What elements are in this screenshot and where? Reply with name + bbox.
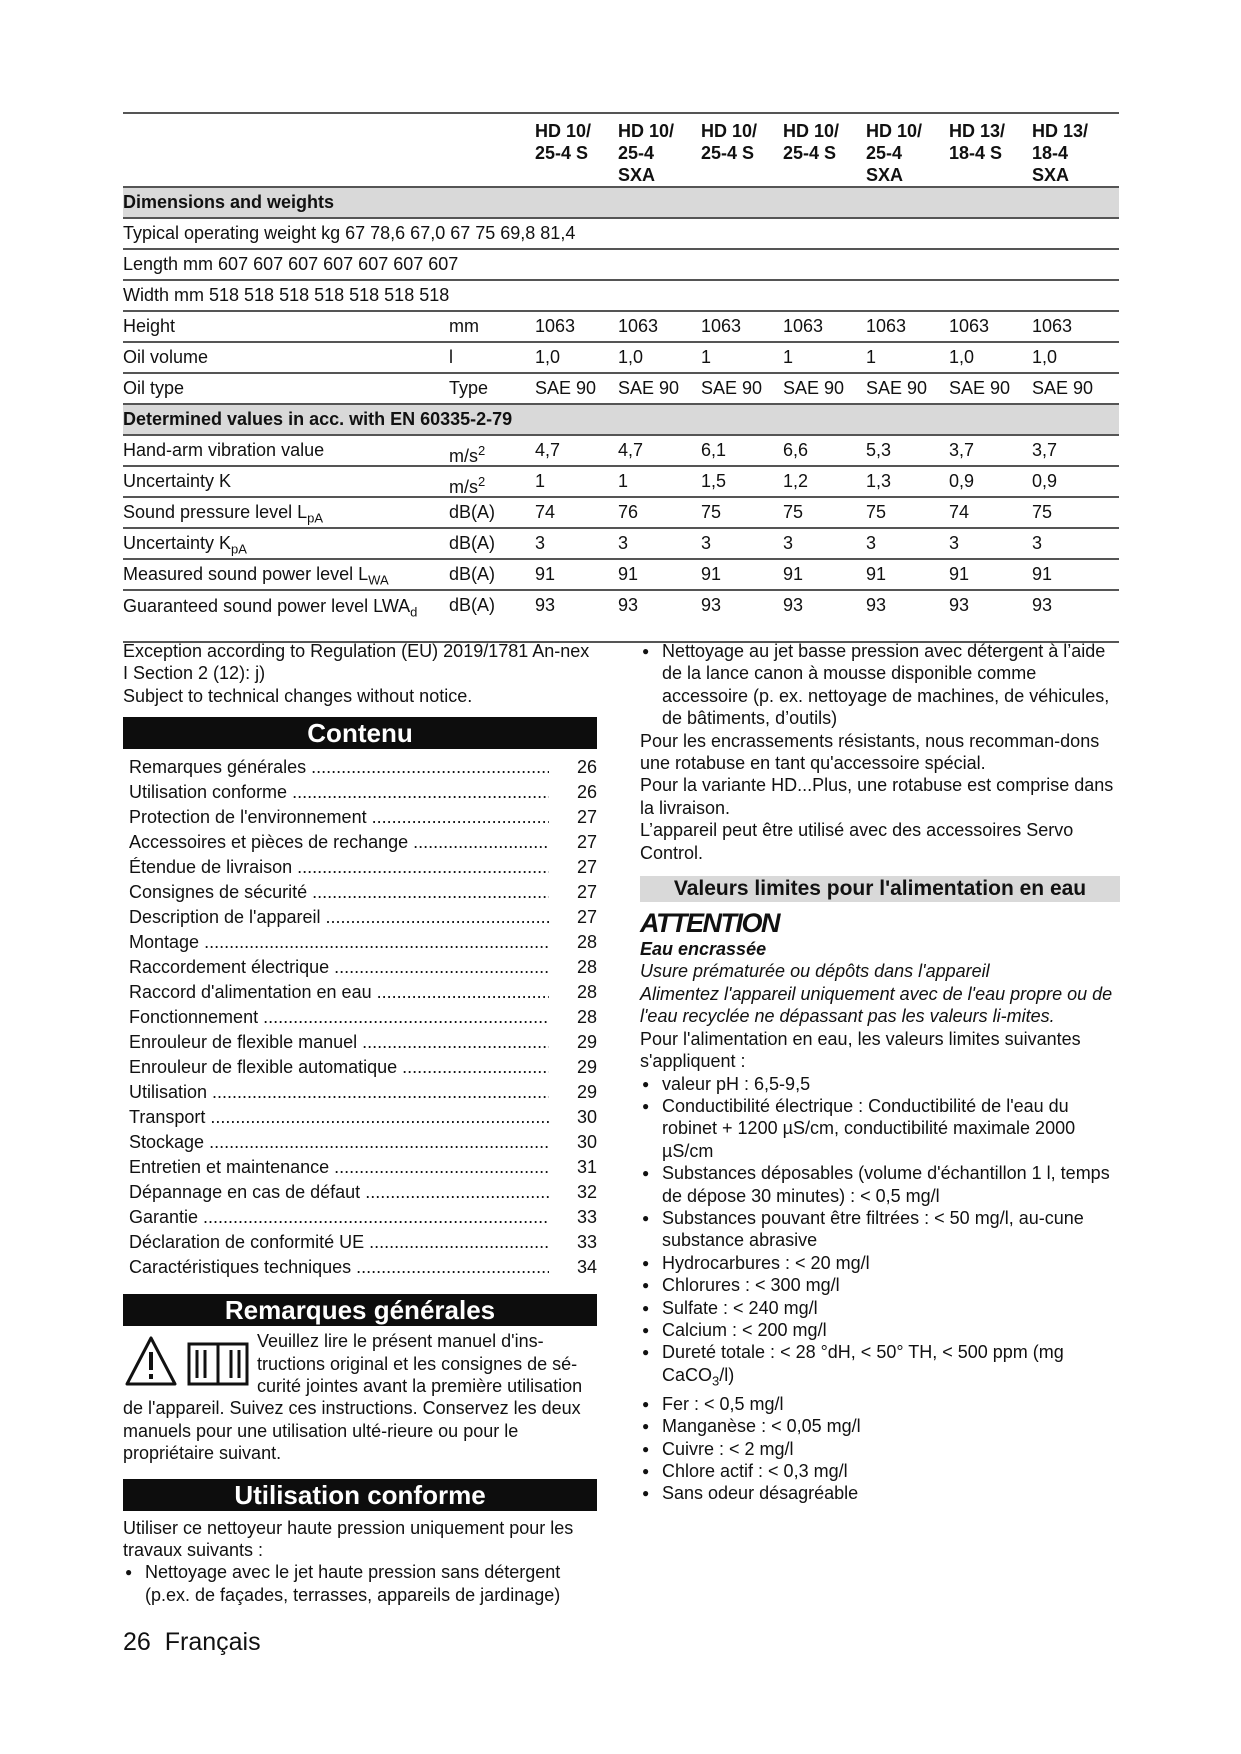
row-value: 1063 <box>1032 316 1073 336</box>
toc-page: 33 <box>576 1232 597 1253</box>
row-value: 1 <box>701 347 712 367</box>
row-value: SAE 90 <box>618 378 680 398</box>
toc-page: 26 <box>576 782 597 803</box>
row-value: 91 <box>783 564 804 584</box>
toc-page: 30 <box>576 1132 597 1153</box>
row-value: 0,9 <box>949 471 975 491</box>
row-value: 91 <box>535 564 556 584</box>
row-value: 1,0 <box>949 347 975 367</box>
list-item: ● valeur pH : 6,5-9,5 <box>640 1073 1120 1095</box>
page-number: 26 <box>123 1628 151 1656</box>
list-item: ● Hydrocarbures : < 20 mg/l <box>640 1252 1120 1274</box>
row-value: 3 <box>618 533 629 553</box>
toc-entry[interactable] <box>129 1230 597 1255</box>
servo-note: L’appareil peut être utilisé avec des accessoires Servo Control. <box>640 820 1074 863</box>
toc-entry[interactable] <box>129 1255 597 1280</box>
toc-entry[interactable] <box>129 980 597 1005</box>
list-item: ● Chlorures : < 300 mg/l <box>640 1274 1120 1296</box>
row-value: SAE 90 <box>866 378 928 398</box>
toc-entry[interactable] <box>129 780 597 805</box>
toc-page: 26 <box>576 757 597 778</box>
table-row <box>123 312 1119 343</box>
list-item: ● Sans odeur désagréable <box>640 1482 1120 1504</box>
row-value: 1063 <box>618 316 659 336</box>
row-value: 1,5 <box>701 471 727 491</box>
row-value: SAE 90 <box>535 378 597 398</box>
row-value: 93 <box>535 595 556 615</box>
row-unit: dB(A) <box>449 595 496 615</box>
row-value: 1 <box>866 347 877 367</box>
toc-entry[interactable] <box>129 1180 597 1205</box>
row-value: 3 <box>535 533 546 553</box>
list-item: ● Substances déposables (volume d'échantillon 1 l, temps de dépose 30 minutes) : < 0,5 mg/l <box>640 1162 1120 1207</box>
model-header: HD 10/ 25-4 S <box>783 121 840 163</box>
row-value: 93 <box>701 595 722 615</box>
toc-label: Utilisation conforme ..... <box>129 780 549 805</box>
toc-label: Caractéristiques techniques ..... <box>129 1255 549 1280</box>
row-label: Guaranteed sound power level $LWA_d$ <box>123 596 418 620</box>
row-unit: l <box>449 347 453 367</box>
variante-note: Pour la variante HD...Plus, une rotabuse est comprise dans la livraison. <box>640 775 1114 818</box>
row-value: 1 <box>783 347 794 367</box>
table-row <box>123 343 1119 374</box>
row-text: Width mm 518 518 518 518 518 518 518 <box>123 285 450 305</box>
list-item: ● Substances pouvant être filtrées : < 50 mg/l, au-cune substance abrasive <box>640 1207 1120 1252</box>
row-label: Uncertainty K <box>123 471 232 491</box>
toc-entry[interactable] <box>129 1030 597 1055</box>
toc-label: Utilisation ..... <box>129 1080 549 1105</box>
row-label: Oil volume <box>123 347 209 367</box>
table-row <box>123 529 1119 560</box>
section-row-dimensions <box>123 188 1119 219</box>
toc-label: Raccord d'alimentation en eau ..... <box>129 980 549 1005</box>
toc-entry[interactable] <box>129 930 597 955</box>
page-footer <box>123 1628 261 1657</box>
row-text: Length mm 607 607 607 607 607 607 607 <box>123 254 459 274</box>
row-value: 3 <box>783 533 794 553</box>
alimentez-text: Alimentez l'appareil uniquement avec de l'eau propre ou de l'eau recyclée ne dépassant pas les valeurs li-mites. <box>640 983 1113 1027</box>
row-value: 91 <box>866 564 887 584</box>
table-row <box>123 219 1119 250</box>
toc-page: 27 <box>576 807 597 828</box>
model-header: HD 13/ 18-4 S <box>949 121 1006 163</box>
row-value: 1063 <box>866 316 907 336</box>
remarques-text: Veuillez lire le présent manuel d'ins-tructions original et les consignes de sé-curité jointes avant la première utilisation de l'appareil. Suivez ces instructions. Conservez les deux manuels pour une utilisation ulté-rieure ou pour le propriétaire suivant. <box>123 1332 583 1464</box>
row-value: 75 <box>701 502 722 522</box>
eau-encrassee: Eau encrassée <box>640 939 767 960</box>
toc-page: 27 <box>576 857 597 878</box>
remarques-heading: Remarques générales <box>123 1294 597 1326</box>
list-item: ● Fer : < 0,5 mg/l <box>640 1393 1120 1415</box>
row-label: Oil type <box>123 378 185 398</box>
table-header-row <box>123 114 1119 188</box>
row-value: 1063 <box>701 316 742 336</box>
valeurs-intro: Pour l'alimentation en eau, les valeurs limites suivantes s'appliquent : <box>640 1028 1081 1072</box>
row-value: 1,0 <box>535 347 561 367</box>
toc-entry[interactable] <box>129 1130 597 1155</box>
row-value: SAE 90 <box>1032 378 1094 398</box>
warning-triangle-book-icon <box>123 1332 253 1390</box>
utilisation-intro: Utiliser ce nettoyeur haute pression uniquement pour les travaux suivants : <box>123 1517 574 1561</box>
row-value: 1 <box>535 471 546 491</box>
attention-label: ATTENTION <box>640 908 779 939</box>
toc-label: Montage ..... <box>129 930 549 955</box>
toc-entry[interactable] <box>129 805 597 830</box>
list-item: ● Manganèse : < 0,05 mg/l <box>640 1415 1120 1437</box>
row-unit: $m/s^2$ <box>449 443 486 466</box>
row-value: 93 <box>1032 595 1053 615</box>
section-row-determined <box>123 405 1119 436</box>
row-unit: Type <box>449 378 489 398</box>
model-header: HD 10/ 25-4 SXA <box>866 121 923 185</box>
limits-list <box>640 1073 1120 1342</box>
row-label: Height <box>123 316 176 336</box>
list-item: ● Chlore actif : < 0,3 mg/l <box>640 1460 1120 1482</box>
toc-label: Raccordement électrique ..... <box>129 955 549 980</box>
row-value: 4,7 <box>535 440 561 460</box>
toc-page: 32 <box>576 1182 597 1203</box>
toc-entry[interactable] <box>129 1105 597 1130</box>
toc-label: Entretien et maintenance ..... <box>129 1155 549 1180</box>
row-value: 91 <box>949 564 970 584</box>
toc-page: 27 <box>576 832 597 853</box>
row-text: Typical operating weight kg 67 78,6 67,0 67 75 69,8 81,4 <box>123 223 576 243</box>
row-value: 3 <box>949 533 960 553</box>
row-value: 3 <box>1032 533 1043 553</box>
row-value: 75 <box>1032 502 1053 522</box>
row-value: 75 <box>783 502 804 522</box>
list-item: ● Calcium : < 200 mg/l <box>640 1319 1120 1341</box>
row-value: 1,0 <box>618 347 644 367</box>
toc-page: 28 <box>576 982 597 1003</box>
row-value: 91 <box>618 564 639 584</box>
row-unit: $m/s^2$ <box>449 474 486 497</box>
utilisation-heading: Utilisation conforme <box>123 1479 597 1511</box>
toc-page: 27 <box>576 882 597 903</box>
row-unit: mm <box>449 316 479 336</box>
section-title: Dimensions and weights <box>123 192 335 212</box>
toc-page: 28 <box>576 957 597 978</box>
contenu-heading: Contenu <box>123 717 597 749</box>
toc-entry[interactable] <box>129 1080 597 1105</box>
footer-language: Français <box>164 1628 261 1656</box>
row-value: 3 <box>866 533 877 553</box>
toc-entry[interactable] <box>129 1205 597 1230</box>
row-value: 91 <box>701 564 722 584</box>
toc-label: Remarques générales ..... <box>129 755 549 780</box>
toc-label: Accessoires et pièces de rechange ..... <box>129 830 549 855</box>
row-value: 74 <box>535 502 556 522</box>
model-header: HD 10/ 25-4 S <box>535 121 592 163</box>
spec-table <box>123 112 1119 643</box>
exception-note: Exception according to Regulation (EU) 2019/1781 An-nex I Section 2 (12): j) <box>123 641 590 684</box>
model-header: HD 10/ 25-4 S <box>701 121 758 163</box>
toc-label: Description de l'appareil ..... <box>129 905 549 930</box>
list-item: ● Nettoyage au jet basse pression avec détergent à l’aide de la lance canon à mousse disponible comme accessoire (p. ex. nettoyage de machines, de véhicules, de bâtiments, d’outils) <box>640 640 1120 730</box>
warning-manual-icons <box>123 1332 253 1392</box>
table-row <box>123 374 1119 405</box>
toc-page: 29 <box>576 1032 597 1053</box>
toc-label: Enrouleur de flexible manuel ..... <box>129 1030 549 1055</box>
row-value: 1,2 <box>783 471 809 491</box>
row-value: 3,7 <box>949 440 975 460</box>
row-value: 4,7 <box>618 440 644 460</box>
table-row <box>123 467 1119 498</box>
table-row <box>123 560 1119 591</box>
table-row <box>123 250 1119 281</box>
row-value: SAE 90 <box>783 378 845 398</box>
toc-page: 31 <box>576 1157 597 1178</box>
table-row <box>123 281 1119 312</box>
toc-entry[interactable] <box>129 1155 597 1180</box>
usure-text: Usure prématurée ou dépôts dans l'appareil <box>640 961 990 982</box>
row-value: 93 <box>618 595 639 615</box>
rotabuse-note: Pour les encrassements résistants, nous recomman-dons une rotabuse en tant qu'accessoire spécial. <box>640 730 1100 774</box>
toc-page: 30 <box>576 1107 597 1128</box>
toc-entry[interactable] <box>129 955 597 980</box>
row-value: 1,3 <box>866 471 892 491</box>
toc-page: 29 <box>576 1082 597 1103</box>
row-value: 3 <box>701 533 712 553</box>
toc-entry[interactable] <box>129 755 597 780</box>
row-label: Sound pressure level $L_{pA}$ <box>123 502 324 526</box>
row-value: 0,9 <box>1032 471 1058 491</box>
row-value: 5,3 <box>866 440 892 460</box>
toc-label: Enrouleur de flexible automatique ..... <box>129 1055 549 1080</box>
toc-page: 34 <box>576 1257 597 1278</box>
toc-page: 28 <box>576 1007 597 1028</box>
remarques-block <box>123 1332 597 1464</box>
table-of-contents <box>123 755 597 1280</box>
toc-page: 33 <box>576 1207 597 1228</box>
list-item: ● Dureté totale : < 28 °dH, < 50° TH, < 500 ppm (mg CaCO$_3$/l) <box>640 1341 1120 1392</box>
toc-label: Consignes de sécurité ..... <box>129 880 549 905</box>
toc-label: Garantie ..... <box>129 1205 549 1230</box>
toc-entry[interactable] <box>129 830 597 855</box>
toc-entry[interactable] <box>129 905 597 930</box>
row-value: 93 <box>949 595 970 615</box>
right-column <box>640 640 1120 1505</box>
toc-entry[interactable] <box>129 1005 597 1030</box>
row-value: 93 <box>783 595 804 615</box>
row-value: 93 <box>866 595 887 615</box>
list-item: ● Cuivre : < 2 mg/l <box>640 1438 1120 1460</box>
toc-page: 28 <box>576 932 597 953</box>
toc-entry[interactable] <box>129 1055 597 1080</box>
list-item: ● Conductibilité électrique : Conductibilité de l'eau du robinet + 1200 µS/cm, conductibilité maximale 2000 µS/cm <box>640 1095 1120 1162</box>
row-value: 1063 <box>949 316 990 336</box>
row-value: 3,7 <box>1032 440 1058 460</box>
table-row <box>123 591 1119 643</box>
toc-label: Fonctionnement ..... <box>129 1005 549 1030</box>
row-value: SAE 90 <box>949 378 1011 398</box>
row-value: 76 <box>618 502 639 522</box>
toc-entry[interactable] <box>129 880 597 905</box>
row-unit: dB(A) <box>449 533 496 553</box>
model-header: HD 10/ 25-4 SXA <box>618 121 675 185</box>
row-value: 1,0 <box>1032 347 1058 367</box>
limits-list-2 <box>640 1393 1120 1505</box>
toc-label: Dépannage en cas de défaut ..... <box>129 1180 549 1205</box>
row-value: 74 <box>949 502 970 522</box>
toc-label: Déclaration de conformité UE ..... <box>129 1230 549 1255</box>
row-label: Hand-arm vibration value <box>123 440 325 460</box>
row-value: 6,6 <box>783 440 809 460</box>
model-header: HD 13/ 18-4 SXA <box>1032 121 1089 185</box>
row-value: 75 <box>866 502 887 522</box>
list-item: ● Sulfate : < 240 mg/l <box>640 1297 1120 1319</box>
section-title: Determined values in acc. with EN 60335-2-79 <box>123 409 513 429</box>
toc-page: 27 <box>576 907 597 928</box>
row-value: 91 <box>1032 564 1053 584</box>
row-label: Uncertainty $K_{pA}$ <box>123 533 247 557</box>
row-unit: dB(A) <box>449 564 496 584</box>
row-value: 1063 <box>783 316 824 336</box>
subject-note: Subject to technical changes without notice. <box>123 685 473 706</box>
table-row <box>123 436 1119 467</box>
toc-entry[interactable] <box>129 855 597 880</box>
row-value: SAE 90 <box>701 378 763 398</box>
list-item: ● Nettoyage avec le jet haute pression sans détergent (p.ex. de façades, terrasses, appareils de jardinage) <box>123 1561 597 1606</box>
row-unit: dB(A) <box>449 502 496 522</box>
row-label: Measured sound power level $L_{WA}$ <box>123 564 389 588</box>
toc-label: Étendue de livraison ..... <box>129 855 549 880</box>
table-row <box>123 498 1119 529</box>
valeurs-heading: Valeurs limites pour l'alimentation en eau <box>640 876 1120 902</box>
toc-label: Transport ..... <box>129 1105 549 1130</box>
row-value: 1063 <box>535 316 576 336</box>
toc-label: Stockage ..... <box>129 1130 549 1155</box>
left-column <box>123 640 597 1606</box>
row-value: 1 <box>618 471 629 491</box>
row-value: 6,1 <box>701 440 727 460</box>
toc-label: Protection de l'environnement ..... <box>129 805 549 830</box>
toc-page: 29 <box>576 1057 597 1078</box>
